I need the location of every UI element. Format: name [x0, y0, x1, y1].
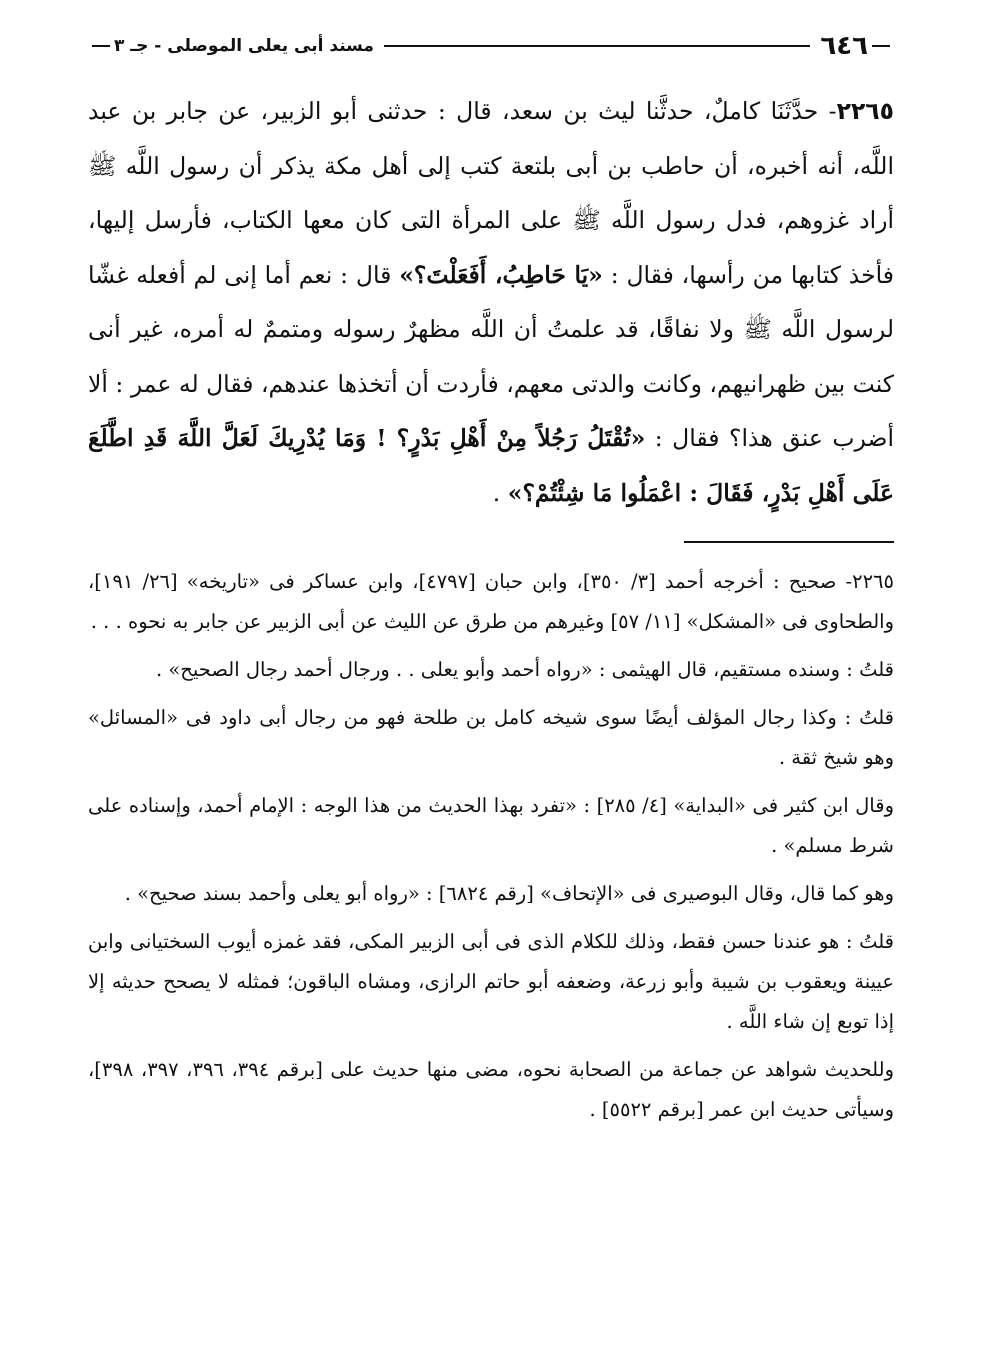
header-rule — [384, 45, 810, 47]
footnote-paragraph: قلتُ : وكذا رجال المؤلف أيضًا سوى شيخه كامل بن طلحة فهو من رجال أبى داود فى «المسائل» وهو شيخ ثقة . — [88, 706, 894, 769]
footnote-divider — [684, 541, 894, 543]
footnote-text: - صحيح : أخرجه أحمد [٣/ ٣٥٠]، وابن حبان [٤٧٩٧]، وابن عساكر فى «تاريخه» [٢٦/ ١٩١]، والطحاوى فى «المشكل» [١١/ ٥٧] وغيرهم من طرق عن الليث عن أبى الزبير عن جابر به نحوه . . . — [88, 570, 894, 633]
footnote-number: ٢٢٦٥ — [852, 570, 894, 593]
hadith-number: ٢٢٦٥ — [836, 97, 894, 125]
footnote-paragraph: قلتُ : هو عندنا حسن فقط، وذلك للكلام الذى فى أبى الزبير المكى، فقد غمزه أيوب السختيانى وابن عيينة ويعقوب بن شيبة وأبو زرعة، وضعفه أبو حاتم الرازى، ومشاه الباقون؛ فمثله لا يصحح حديثه إلا إذا توبع إن شاء اللَّه . — [88, 930, 894, 1033]
hadith-dash: - — [828, 97, 837, 125]
prophet-quote: «تُقْتَلُ رَجُلاً مِنْ أَهْلِ بَدْرٍ؟ ! وَمَا يُدْرِيكَ لَعَلَّ اللَّهَ قَدِ اطَّلَعَ عَلَى أَهْلِ بَدْرٍ، فَقَالَ : اعْمَلُوا مَا شِئْتُمْ؟» — [88, 424, 894, 507]
footnote-paragraph: قلتُ : وسنده مستقيم، قال الهيثمى : «رواه أحمد وأبو يعلى . . ورجال أحمد رجال الصحيح» . — [155, 658, 894, 681]
footnotes — [88, 562, 894, 1138]
footnote-paragraph: وقال ابن كثير فى «البداية» [٤/ ٢٨٥] : «تفرد بهذا الحديث من هذا الوجه : الإمام أحمد، وإسناده على شرط مسلم» . — [88, 794, 894, 857]
header-dash — [872, 45, 890, 47]
hadith-text-part: قال : نعم أما إنى لم أفعله غشّا لرسول اللَّه ﷺ ولا نفاقًا، قد علمتُ أن اللَّه مظهرٌ رسوله ومتممٌ له أمره، غير أنى كنت بين ظهرانيهم، وكانت والدتى معهم، فأردت أن أتخذها عندهم، فقال له عمر : ألا أضرب عنق هذا؟ فقال : — [88, 260, 894, 452]
footnote-paragraph: وهو كما قال، وقال البوصيرى فى «الإتحاف» [رقم ٦٨٢٤] : «رواه أبو يعلى وأحمد بسند صحيح» . — [124, 882, 894, 905]
page-number: ٦٤٦ — [820, 31, 868, 61]
prophet-quote: «يَا حَاطِبُ، أَفَعَلْتَ؟» — [399, 260, 603, 289]
footnote-paragraph: وللحديث شواهد عن جماعة من الصحابة نحوه، مضى منها حديث على [برقم ٣٩٤، ٣٩٦، ٣٩٧، ٣٩٨]، وسيأتى حديث ابن عمر [برقم ٥٥٢٢] . — [88, 1058, 894, 1121]
hadith-text-part: حدَّثَنَا كاملٌ، حدثَّنا ليث بن سعد، قال : حدثنى أبو الزبير، عن جابر بن عبد اللَّه، أنه أخبره، أن حاطب بن أبى بلتعة كتب إلى أهل مكة يذكر أن رسول اللَّه ﷺ أراد غزوهم، فدل رسول اللَّه ﷺ على المرأة التى كان معها الكتاب، فأرسل إليها، فأخذ كتابها من رأسها، فقال : — [88, 97, 894, 289]
page-header — [88, 26, 894, 66]
header-dash — [92, 45, 110, 47]
hadith-end: . — [492, 478, 501, 507]
hadith-text — [88, 84, 894, 520]
footnote-paragraph — [88, 562, 894, 642]
running-title: مسند أبى يعلى الموصلى - جـ ٣ — [114, 36, 374, 56]
